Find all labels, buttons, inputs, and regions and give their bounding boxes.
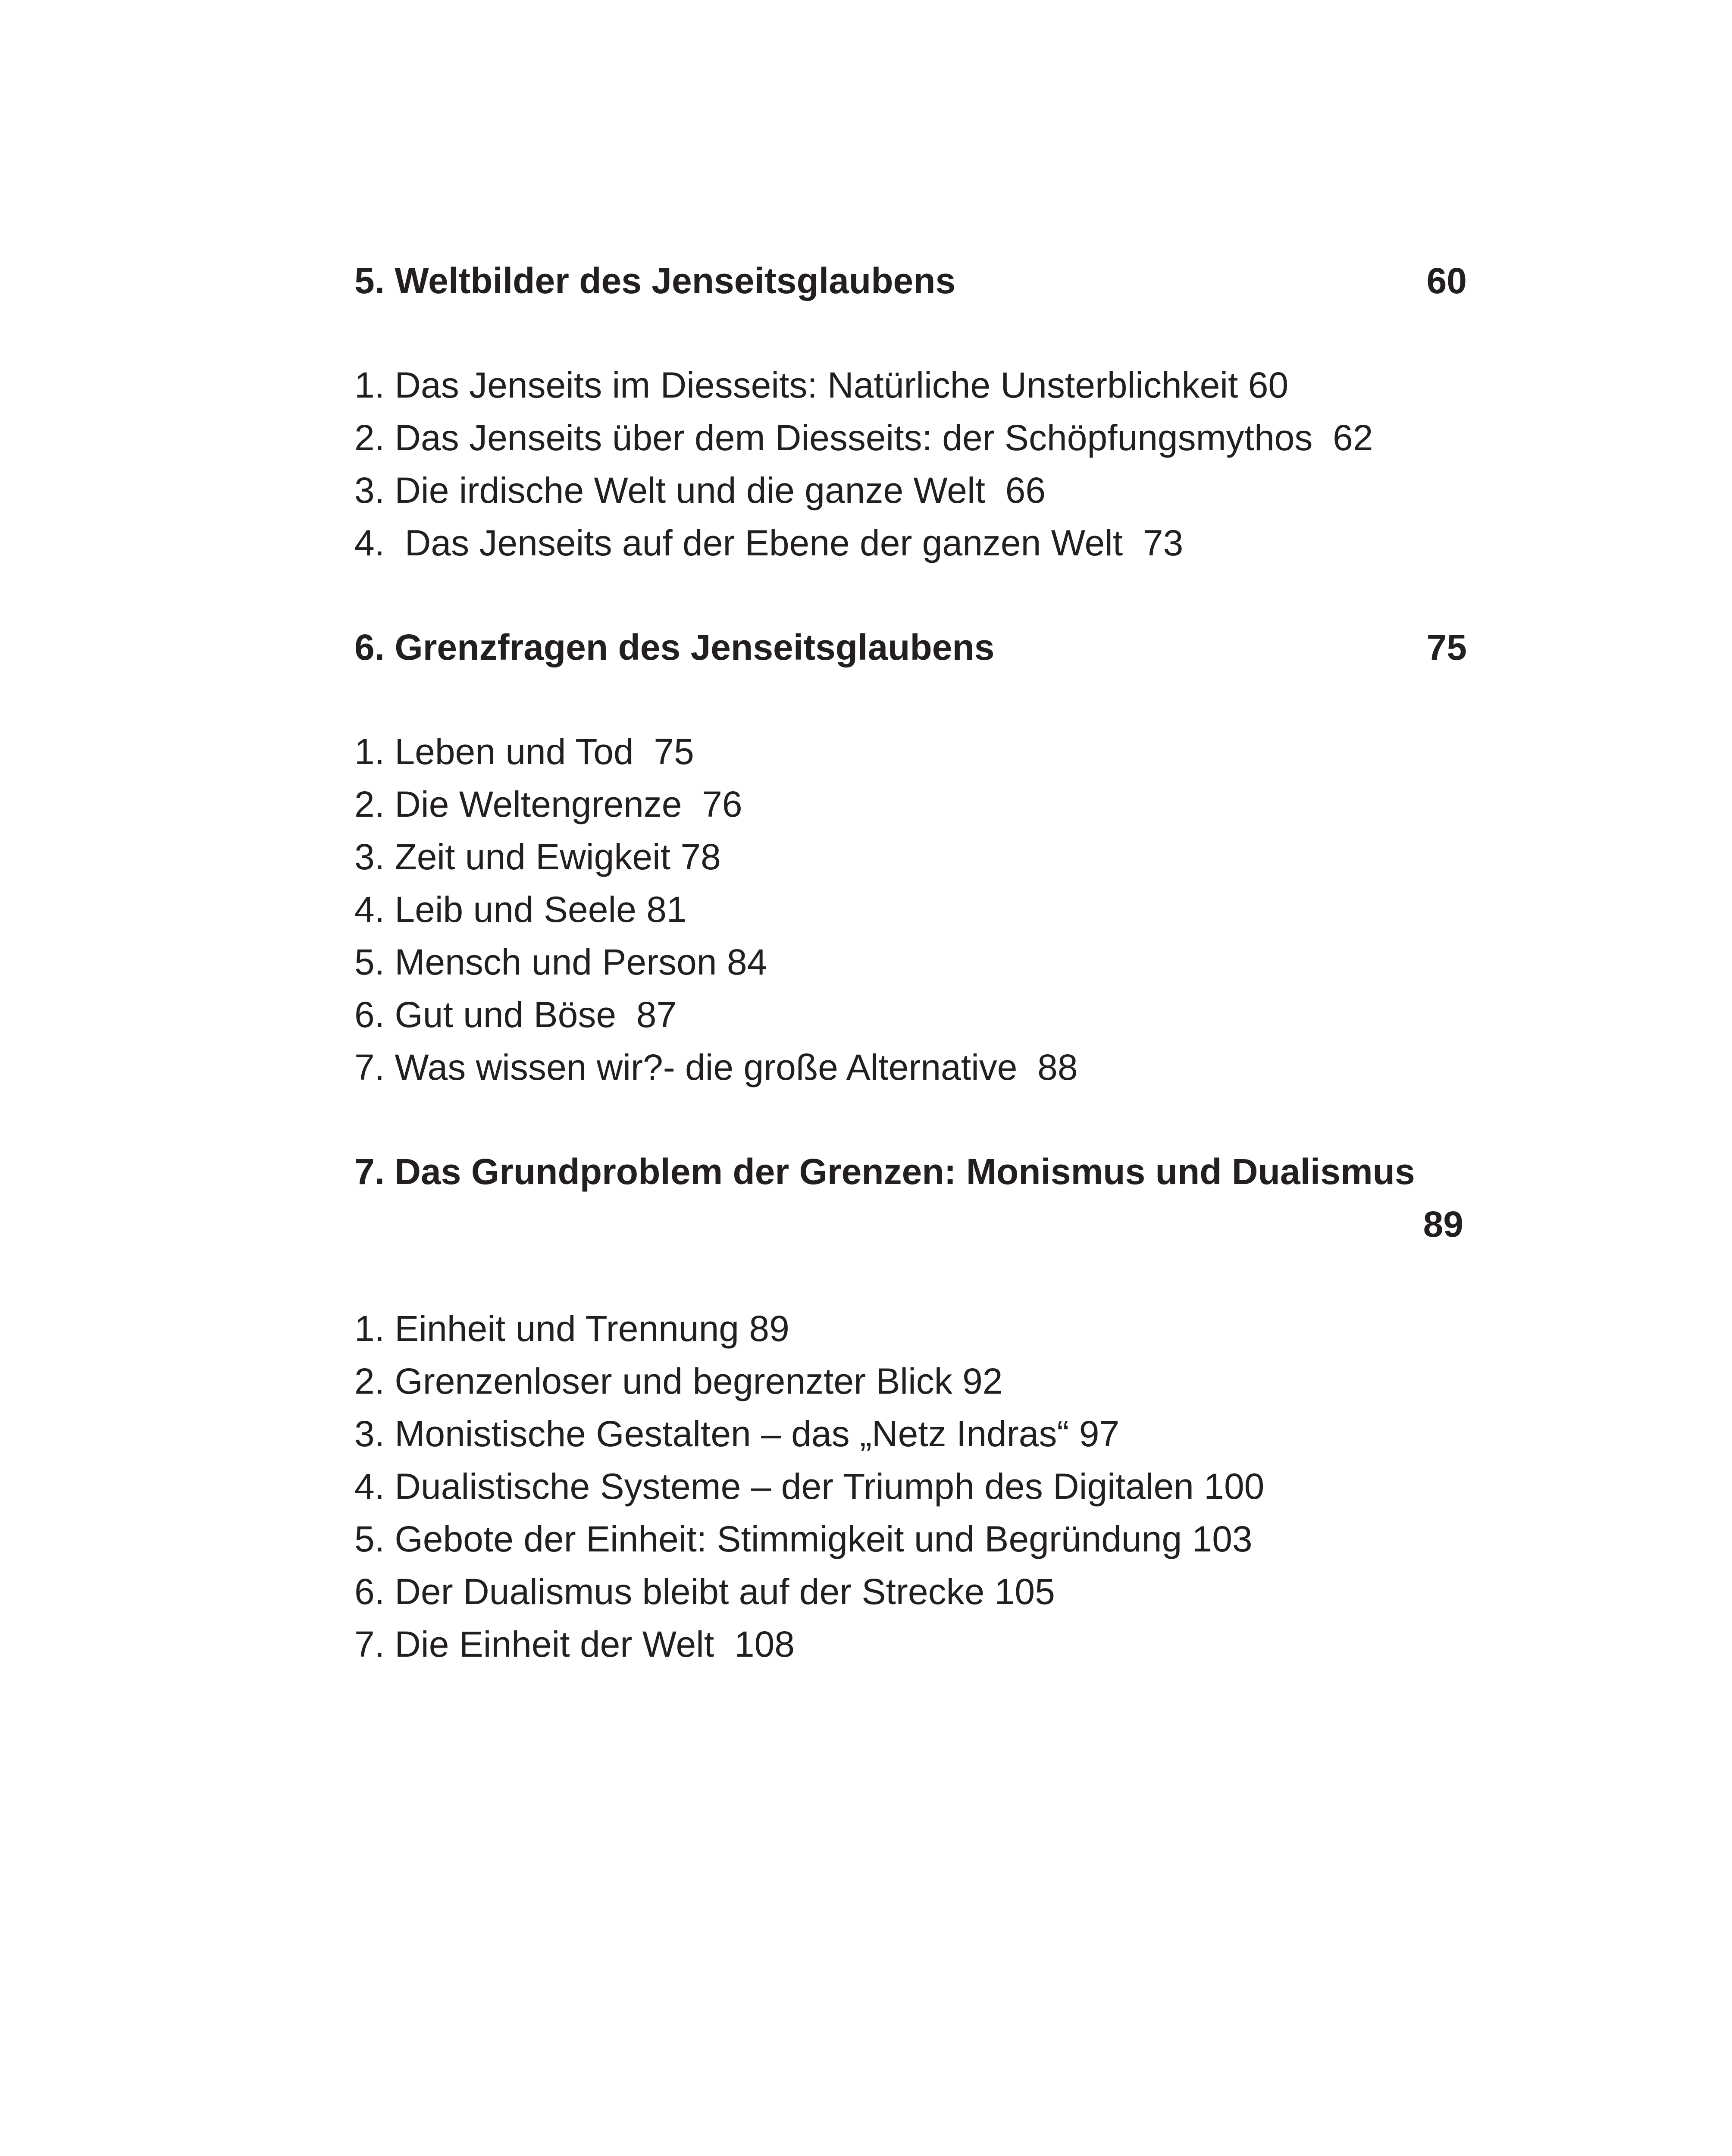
section-entry: 2. Die Weltengrenze 76 [354, 784, 742, 824]
section-list [354, 1302, 1467, 1670]
chapter-title: 6. Grenzfragen des Jenseitsglaubens [354, 627, 995, 667]
section-entry: 3. Zeit und Ewigkeit 78 [354, 837, 721, 877]
section-entry: 1. Leben und Tod 75 [354, 731, 694, 772]
section-entry: 5. Gebote der Einheit: Stimmigkeit und Begründung 103 [354, 1519, 1253, 1559]
section-entry: 4. Das Jenseits auf der Ebene der ganzen Welt 73 [354, 523, 1184, 563]
chapter-heading [354, 621, 1467, 674]
section-entry: 3. Monistische Gestalten – das „Netz Indras“ 97 [354, 1413, 1120, 1454]
chapter-title: 7. Das Grundproblem der Grenzen: Monismus und Dualismus [354, 1151, 1415, 1192]
section-entry: 4. Dualistische Systeme – der Triumph des Digitalen 100 [354, 1466, 1265, 1507]
section-entry: 1. Das Jenseits im Diesseits: Natürliche Unsterblichkeit 60 [354, 365, 1289, 405]
section-entry: 7. Was wissen wir?- die große Alternative 88 [354, 1047, 1078, 1087]
section-entry: 4. Leib und Seele 81 [354, 889, 687, 930]
section-entry: 1. Einheit und Trennung 89 [354, 1308, 789, 1349]
chapter-heading [354, 1145, 1467, 1250]
chapter-page-number: 89 [1423, 1204, 1463, 1244]
section-entry: 6. Gut und Böse 87 [354, 994, 677, 1035]
chapter-title: 5. Weltbilder des Jenseitsglaubens [354, 260, 956, 301]
section-entry: 2. Grenzenloser und begrenzter Blick 92 [354, 1361, 1003, 1401]
chapter-page-number: 60 [1426, 260, 1467, 301]
section-entry: 3. Die irdische Welt und die ganze Welt 66 [354, 470, 1046, 511]
section-entry: 5. Mensch und Person 84 [354, 942, 767, 982]
section-entry: 7. Die Einheit der Welt 108 [354, 1624, 795, 1664]
section-list [354, 359, 1467, 569]
section-entry: 6. Der Dualismus bleibt auf der Strecke 105 [354, 1571, 1055, 1612]
section-entry: 2. Das Jenseits über dem Diesseits: der Schöpfungsmythos 62 [354, 417, 1373, 458]
chapter-page-number: 75 [1426, 627, 1467, 667]
section-list [354, 725, 1467, 1094]
table-of-contents [354, 254, 1467, 1722]
chapter-heading [354, 254, 1467, 307]
